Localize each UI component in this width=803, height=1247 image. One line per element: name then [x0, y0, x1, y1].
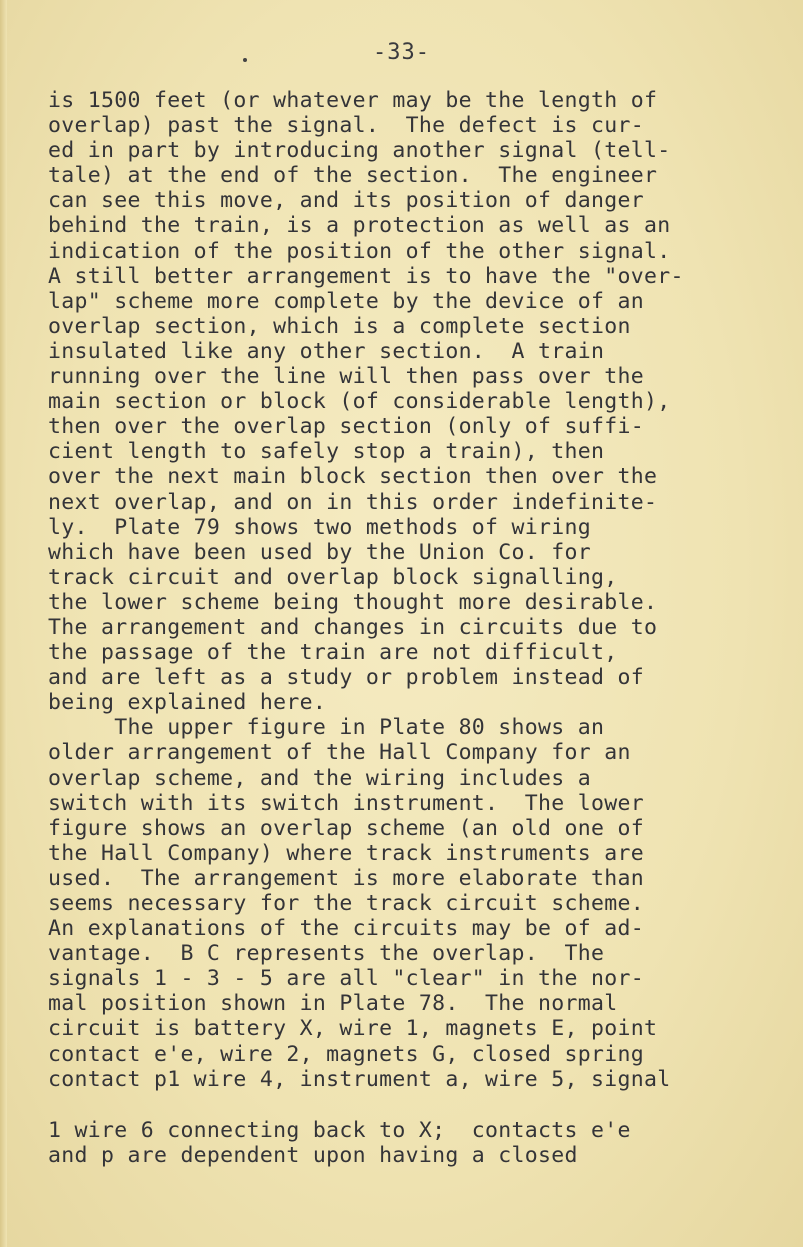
text-line: The upper figure in Plate 80 shows an — [48, 715, 605, 741]
text-line: indication of the position of the other signal. — [48, 238, 671, 264]
body-text — [48, 88, 788, 1092]
text-line: being explained here. — [48, 690, 327, 716]
text-line: and p are dependent upon having a closed — [48, 1143, 578, 1169]
continuation-text — [48, 1118, 788, 1168]
text-line: signals 1 - 3 - 5 are all "clear" in the nor- — [48, 966, 644, 992]
text-line: over the next main block section then over the — [48, 464, 658, 490]
text-line: is 1500 feet (or whatever may be the length of — [48, 88, 658, 113]
text-line: figure shows an overlap scheme (an old one of — [48, 815, 644, 841]
text-line: cient length to safely stop a train), then — [48, 439, 605, 465]
text-line: An explanations of the circuits may be of ad- — [48, 916, 644, 942]
text-line: older arrangement of the Hall Company for an — [48, 740, 631, 766]
page-left-edge — [0, 0, 7, 1247]
text-line: lap" scheme more complete by the device of an — [48, 288, 644, 314]
text-line: overlap scheme, and the wiring includes a — [48, 765, 592, 791]
text-line: then over the overlap section (only of suffi- — [48, 414, 644, 440]
text-line: and are left as a study or problem instead of — [48, 665, 644, 691]
text-line: can see this move, and its position of danger — [48, 188, 644, 214]
text-line: the lower scheme being thought more desirable. — [48, 589, 658, 615]
text-line: ly. Plate 79 shows two methods of wiring — [48, 514, 592, 540]
text-line: switch with its switch instrument. The lower — [48, 790, 644, 816]
text-line: ed in part by introducing another signal (tell- — [48, 138, 671, 164]
text-line: main section or block (of considerable length), — [48, 389, 671, 415]
page-number: -33- — [373, 40, 430, 65]
text-line: circuit is battery X, wire 1, magnets E, point — [48, 1016, 658, 1042]
text-line: behind the train, is a protection as well as an — [48, 213, 671, 239]
text-line: A still better arrangement is to have the "over- — [48, 263, 684, 289]
text-line: used. The arrangement is more elaborate than — [48, 865, 644, 891]
text-line: The arrangement and changes in circuits due to — [48, 614, 658, 640]
text-line: next overlap, and on in this order indefinite- — [48, 489, 658, 515]
text-line: the Hall Company) where track instruments are — [48, 840, 644, 866]
text-line: contact e'e, wire 2, magnets G, closed spring — [48, 1041, 644, 1067]
text-line: 1 wire 6 connecting back to X; contacts e'e — [48, 1118, 631, 1143]
text-line: overlap) past the signal. The defect is cur- — [48, 113, 644, 139]
ink-speck — [243, 58, 247, 62]
text-line: vantage. B C represents the overlap. The — [48, 941, 605, 967]
text-line: track circuit and overlap block signalling, — [48, 564, 618, 590]
text-line: seems necessary for the track circuit scheme. — [48, 891, 644, 916]
text-line: contact p1 wire 4, instrument a, wire 5, signal — [48, 1066, 671, 1092]
text-line: tale) at the end of the section. The engineer — [48, 163, 658, 189]
text-line: which have been used by the Union Co. for — [48, 539, 592, 565]
text-line: overlap section, which is a complete section — [48, 313, 631, 339]
text-line: insulated like any other section. A train — [48, 338, 605, 364]
text-line: mal position shown in Plate 78. The normal — [48, 991, 618, 1017]
text-line: running over the line will then pass over the — [48, 364, 644, 390]
text-line: the passage of the train are not difficult, — [48, 640, 618, 666]
